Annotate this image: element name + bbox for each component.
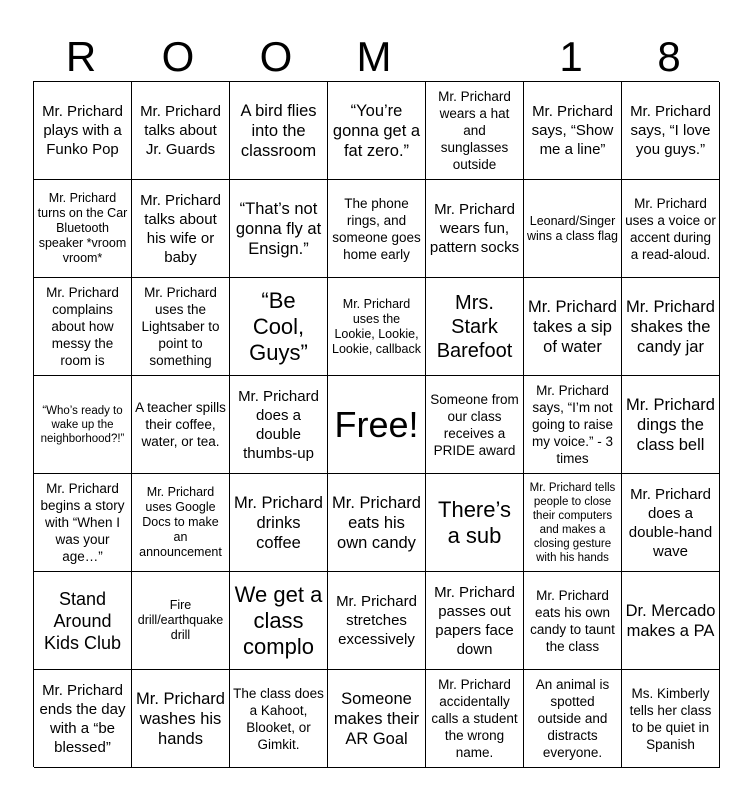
bingo-cell-text: We get a class complo: [234, 581, 323, 659]
bingo-cell-text: Mr. Prichard washes his hands: [136, 689, 225, 748]
bingo-cell-text: Leonard/Singer wins a class flag: [527, 213, 619, 243]
bingo-cell-text: Mr. Prichard uses the Lightsaber to point to something: [141, 285, 220, 368]
bingo-cell-text: “Be Cool, Guys”: [249, 287, 308, 365]
bingo-cell[interactable]: [34, 474, 132, 572]
bingo-cell-text: Mr. Prichard says, “I’m not going to raise my voice.” - 3 times: [531, 383, 614, 466]
bingo-cell[interactable]: [328, 670, 426, 768]
title-letter-r: R: [65, 33, 97, 80]
bingo-cell[interactable]: [328, 474, 426, 572]
bingo-cell-text: The phone rings, and someone goes home early: [332, 195, 421, 262]
bingo-cell[interactable]: [426, 572, 524, 670]
bingo-grid: [33, 81, 719, 767]
bingo-cell[interactable]: [426, 278, 524, 376]
bingo-cell-text: Mr. Prichard wears a hat and sunglasses outside: [438, 89, 511, 172]
bingo-cell[interactable]: [426, 82, 524, 180]
bingo-free-space[interactable]: [328, 376, 426, 474]
bingo-cell-text: Mr. Prichard talks about his wife or baby: [140, 191, 221, 266]
bingo-cell[interactable]: [132, 474, 230, 572]
bingo-cell[interactable]: [230, 670, 328, 768]
title-letter-m: M: [356, 33, 392, 80]
bingo-cell[interactable]: [328, 278, 426, 376]
title-digit-1: 1: [559, 33, 583, 80]
bingo-cell-text: Mr. Prichard drinks coffee: [234, 493, 323, 552]
bingo-cell-text: Fire drill/earthquake drill: [137, 598, 224, 642]
bingo-cell[interactable]: [622, 82, 720, 180]
bingo-cell[interactable]: [230, 474, 328, 572]
bingo-cell-text: Someone makes their AR Goal: [333, 689, 420, 748]
bingo-cell-text: Mr. Prichard begins a story with “When I was your age…”: [40, 481, 125, 564]
bingo-cell-text: Mr. Prichard turns on the Car Bluetooth speaker *vroom vroom*: [37, 191, 128, 265]
bingo-cell[interactable]: [524, 474, 622, 572]
bingo-cell[interactable]: [622, 572, 720, 670]
bingo-cell[interactable]: [230, 278, 328, 376]
bingo-cell[interactable]: [132, 670, 230, 768]
bingo-cell-text: Mr. Prichard wears fun, pattern socks: [429, 201, 520, 256]
bingo-cell[interactable]: [524, 180, 622, 278]
bingo-cell-text: A bird flies into the classroom: [240, 101, 317, 160]
bingo-cell-text: Mr. Prichard says, “I love you guys.”: [630, 103, 711, 158]
bingo-cell-text: Mr. Prichard dings the class bell: [626, 395, 715, 454]
bingo-cell[interactable]: [426, 670, 524, 768]
bingo-cell-text: There’s a sub: [438, 496, 511, 548]
bingo-cell[interactable]: [524, 376, 622, 474]
bingo-cell-text: Mr. Prichard does a double thumbs-up: [238, 387, 319, 462]
bingo-cell-text: Mr. Prichard eats his own candy to taunt the class: [530, 587, 615, 654]
bingo-cell-text: Someone from our class receives a PRIDE award: [430, 391, 519, 458]
bingo-cell-text: Mr. Prichard does a double-hand wave: [628, 485, 713, 560]
bingo-cell[interactable]: [328, 82, 426, 180]
bingo-cell[interactable]: [34, 82, 132, 180]
bingo-cell-text: Mr. Prichard passes out papers face down: [434, 583, 515, 658]
bingo-cell[interactable]: [132, 376, 230, 474]
bingo-cell[interactable]: [34, 278, 132, 376]
bingo-cell[interactable]: [524, 278, 622, 376]
bingo-cell-text: Mr. Prichard uses Google Docs to make an announcement: [139, 485, 222, 559]
bingo-cell[interactable]: [34, 376, 132, 474]
bingo-cell[interactable]: [34, 180, 132, 278]
title-digit-8: 8: [657, 33, 681, 80]
bingo-cell[interactable]: [622, 180, 720, 278]
bingo-cell[interactable]: [230, 572, 328, 670]
bingo-cell-text: Mr. Prichard tells people to close their computers and makes a closing gesture with his hands: [529, 481, 616, 564]
bingo-cell-text: Dr. Mercado makes a PA: [625, 601, 716, 640]
bingo-cell[interactable]: [622, 278, 720, 376]
bingo-cell[interactable]: [426, 376, 524, 474]
bingo-cell-text: Mr. Prichard uses the Lookie, Lookie, Lookie, callback: [332, 296, 421, 356]
bingo-cell-text: Mr. Prichard plays with a Funko Pop: [42, 103, 123, 158]
bingo-cell-text: Mr. Prichard accidentally calls a student the wrong name.: [431, 677, 518, 760]
bingo-cell-text: Mr. Prichard ends the day with a “be blessed”: [39, 681, 126, 756]
bingo-cell-text: Mr. Prichard shakes the candy jar: [626, 297, 715, 356]
bingo-cell-text: Mr. Prichard says, “Show me a line”: [531, 103, 614, 158]
bingo-cell-text: A teacher spills their coffee, water, or tea.: [135, 400, 226, 449]
bingo-cell[interactable]: [230, 376, 328, 474]
bingo-cell[interactable]: [230, 82, 328, 180]
bingo-cell[interactable]: [622, 474, 720, 572]
bingo-cell-text: “Who’s ready to wake up the neighborhood?!”: [40, 404, 125, 445]
bingo-cell-text: Mr. Prichard uses a voice or accent during a read-aloud.: [625, 195, 716, 262]
bingo-cell-text: Mr. Prichard stretches excessively: [336, 593, 417, 648]
bingo-cell-text: Mr. Prichard talks about Jr. Guards: [140, 103, 221, 158]
bingo-cell-text: Mr. Prichard takes a sip of water: [528, 297, 617, 356]
bingo-cell[interactable]: [328, 572, 426, 670]
bingo-cell-text: An animal is spotted outside and distracts everyone.: [535, 677, 610, 760]
bingo-cell[interactable]: [426, 474, 524, 572]
bingo-cell[interactable]: [132, 180, 230, 278]
bingo-cell-text: “You’re gonna get a fat zero.”: [332, 101, 421, 160]
bingo-cell-text: Mr. Prichard complains about how messy the room is: [46, 285, 119, 368]
bingo-cell[interactable]: [426, 180, 524, 278]
bingo-cell-text: The class does a Kahoot, Blooket, or Gimkit.: [233, 685, 324, 752]
title-letter-o-2: O: [259, 33, 293, 80]
bingo-cell-text: Stand Around Kids Club: [43, 588, 122, 653]
bingo-cell[interactable]: [524, 572, 622, 670]
title-letter-o: O: [161, 33, 195, 80]
bingo-cell[interactable]: [230, 180, 328, 278]
bingo-cell[interactable]: [622, 376, 720, 474]
bingo-cell[interactable]: [132, 82, 230, 180]
bingo-cell[interactable]: [524, 82, 622, 180]
bingo-cell-text: “That’s not gonna fly at Ensign.”: [235, 199, 322, 258]
bingo-cell-text: Mr. Prichard eats his own candy: [332, 493, 421, 552]
bingo-cell[interactable]: [328, 180, 426, 278]
bingo-cell-text: Mrs. Stark Barefoot: [436, 291, 513, 362]
bingo-cell[interactable]: [34, 670, 132, 768]
bingo-cell-text: Ms. Kimberly tells her class to be quiet in Spanish: [629, 685, 712, 752]
bingo-cell[interactable]: [524, 670, 622, 768]
bingo-title: [33, 32, 719, 82]
bingo-cell[interactable]: [622, 670, 720, 768]
bingo-cell[interactable]: [34, 572, 132, 670]
bingo-cell-text: Free!: [334, 403, 419, 445]
bingo-cell[interactable]: [132, 278, 230, 376]
bingo-cell[interactable]: [132, 572, 230, 670]
